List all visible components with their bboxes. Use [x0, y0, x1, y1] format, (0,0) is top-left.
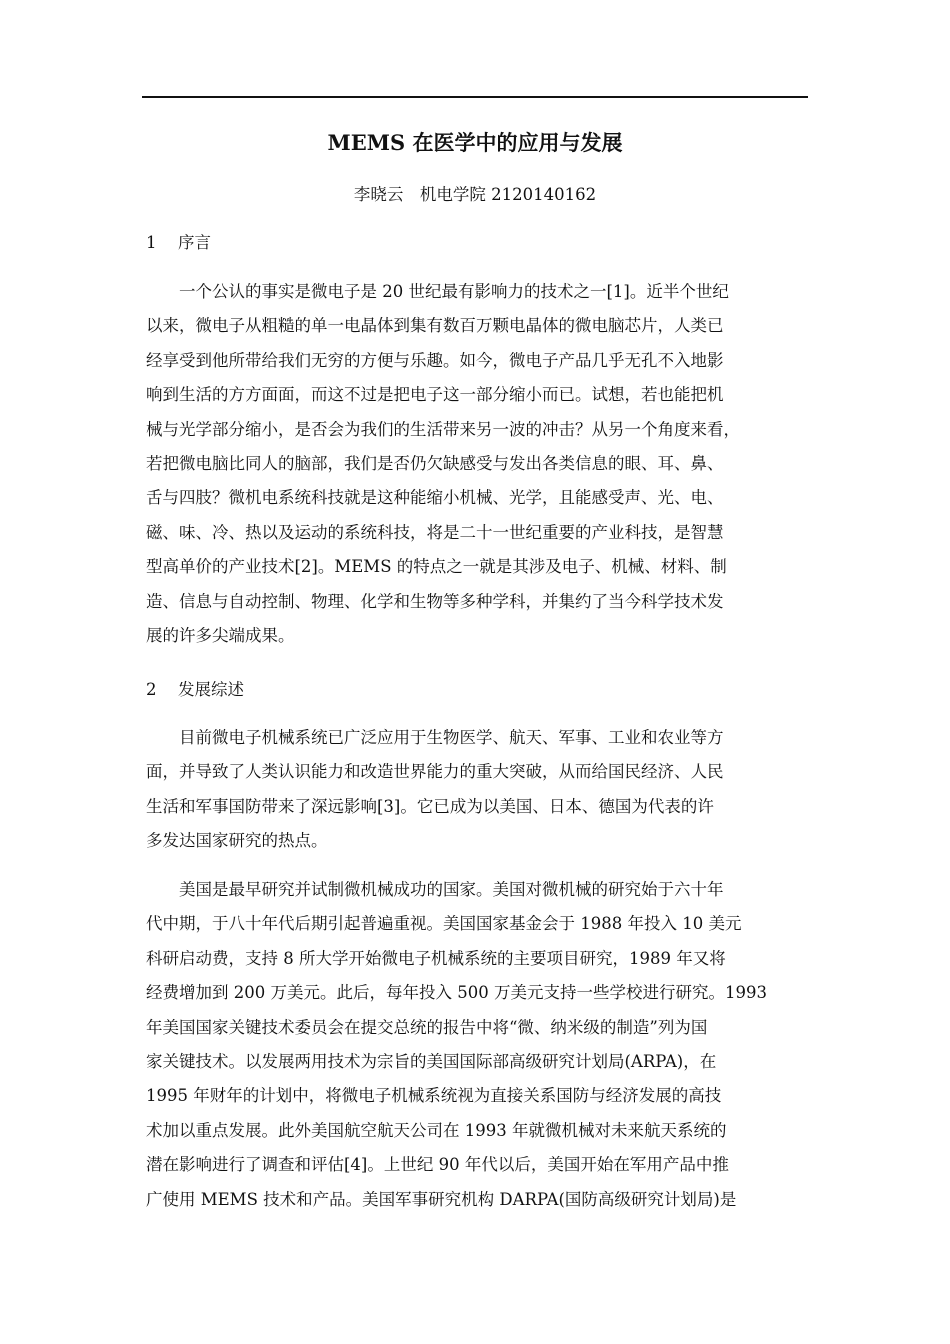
page-title: MEMS 在医学中的应用与发展: [327, 130, 623, 155]
header-rule: [142, 96, 808, 98]
text-line: 1995 年财年的计划中，将微电子机械系统视为直接关系国防与经济发展的高技: [146, 1086, 722, 1106]
section-title: 序言: [178, 233, 211, 252]
text-line: 面，并导致了人类认识能力和改造世界能力的重大突破，从而给国民经济、人民: [146, 762, 724, 782]
text-line: 若把微电脑比同人的脑部，我们是否仍欠缺感受与发出各类信息的眼、耳、鼻、: [146, 454, 724, 474]
text-line: 科研启动费，支持 8 所大学开始微电子机械系统的主要项目研究，1989 年又将: [146, 948, 726, 968]
section-heading-2: [146, 677, 244, 703]
text-line: 舌与四肢？微机电系统科技就是这种能缩小机械、光学，且能感受声、光、电、: [146, 488, 724, 508]
text-line: 美国是最早研究并试制微机械成功的国家。美国对微机械的研究始于六十年: [146, 880, 724, 899]
text-line: 广使用 MEMS 技术和产品。美国军事研究机构 DARPA(国防高级研究计划局)是: [146, 1189, 737, 1209]
paragraph-intro: [146, 275, 808, 653]
text-line: 代中期，于八十年代后期引起普遍重视。美国国家基金会于 1988 年投入 10 美元: [146, 914, 742, 934]
paragraph-overview: [146, 721, 808, 859]
author-line: 李晓云 机电学院 2120140162: [353, 185, 597, 204]
text-line: 经享受到他所带给我们无穷的方便与乐趣。如今，微电子产品几乎无孔不入地影: [146, 350, 724, 370]
text-line: 一个公认的事实是微电子是 20 世纪最有影响力的技术之一[1]。近半个世纪: [146, 282, 729, 301]
text-line: 造、信息与自动控制、物理、化学和生物等多种学科，并集约了当今科学技术发: [146, 591, 724, 611]
section-number: 2: [146, 680, 157, 699]
text-line: 展的许多尖端成果。: [146, 626, 295, 646]
paragraph-usa: [146, 873, 808, 1217]
text-line: 术加以重点发展。此外美国航空航天公司在 1993 年就微机械对未来航天系统的: [146, 1120, 727, 1140]
section-number: 1: [146, 233, 157, 252]
text-line: 生活和军事国防带来了深远影响[3]。它已成为以美国、日本、德国为代表的许: [146, 796, 714, 816]
text-line: 年美国国家关键技术委员会在提交总统的报告中将“微、纳米级的制造”列为国: [146, 1017, 708, 1037]
text-line: 家关键技术。以发展两用技术为宗旨的美国国际部高级研究计划局(ARPA)，在: [146, 1052, 717, 1072]
text-line: 多发达国家研究的热点。: [146, 831, 328, 851]
section-heading-1: [146, 230, 211, 256]
text-line: 以来，微电子从粗糙的单一电晶体到集有数百万颗电晶体的微电脑芯片，人类已: [146, 316, 724, 336]
text-line: 经费增加到 200 万美元。此后，每年投入 500 万美元支持一些学校进行研究。1993: [146, 983, 767, 1003]
text-line: 潜在影响进行了调查和评估[4]。上世纪 90 年代以后，美国开始在军用产品中推: [146, 1155, 729, 1175]
text-line: 响到生活的方方面面，而这不过是把电子这一部分缩小而已。试想，若也能把机: [146, 385, 724, 405]
text-line: 磁、味、冷、热以及运动的系统科技，将是二十一世纪重要的产业科技，是智慧: [146, 522, 724, 542]
text-line: 型高单价的产业技术[2]。MEMS 的特点之一就是其涉及电子、机械、材料、制: [146, 557, 727, 577]
section-title: 发展综述: [178, 680, 244, 699]
text-line: 械与光学部分缩小，是否会为我们的生活带来另一波的冲击？从另一个角度来看，: [146, 419, 740, 439]
text-line: 目前微电子机械系统已广泛应用于生物医学、航天、军事、工业和农业等方: [146, 728, 724, 747]
